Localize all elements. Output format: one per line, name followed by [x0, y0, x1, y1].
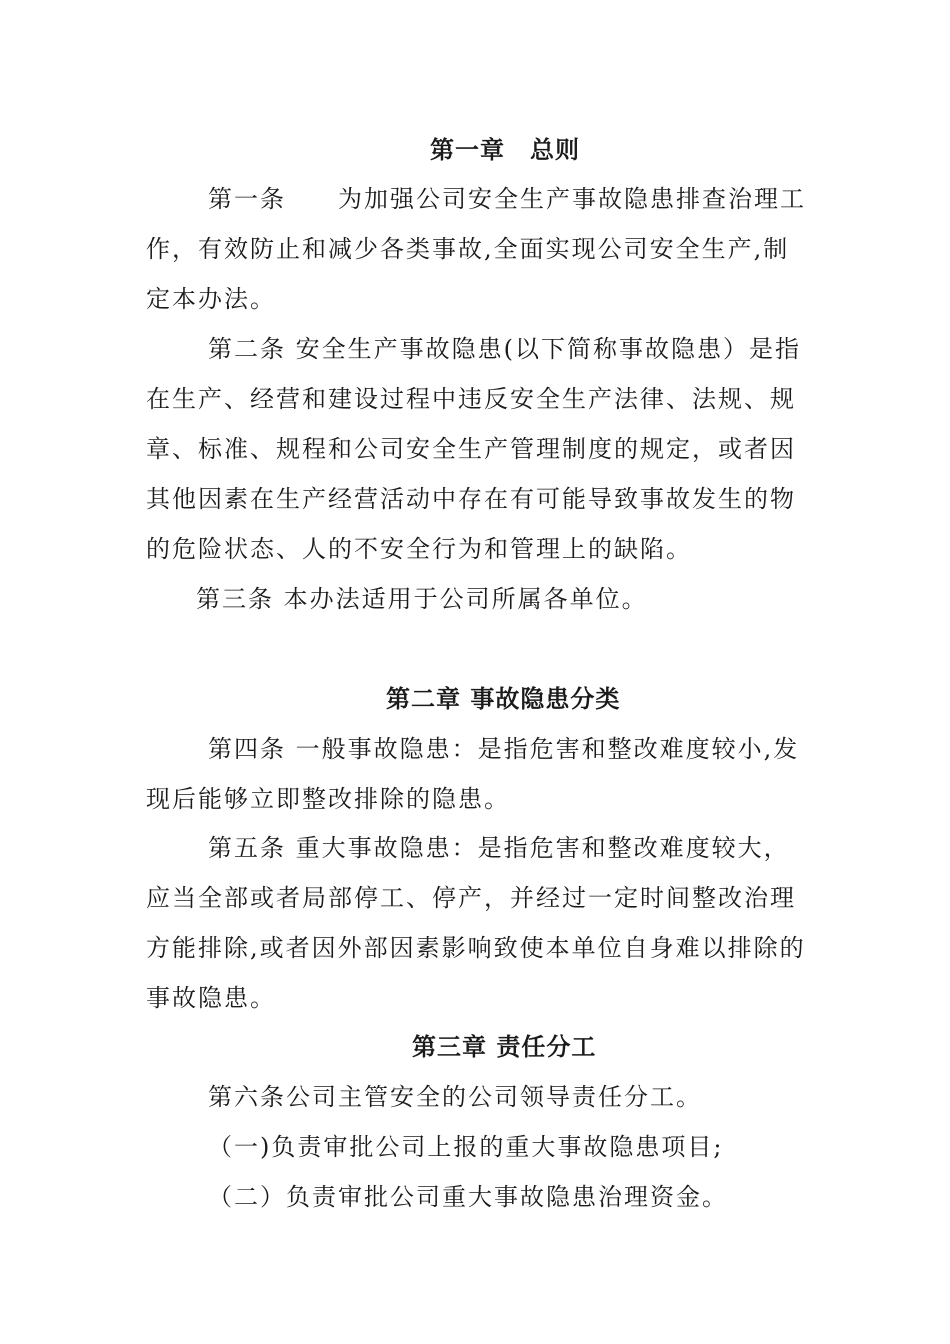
article-1-line-2: 作，有效防止和减少各类事故,全面实现公司安全生产,制 — [146, 235, 790, 263]
article-1-line-1: 第一条 为加强公司安全生产事故隐患排查治理工 — [208, 185, 806, 213]
chapter-1-title: 第一章 总则 — [430, 136, 580, 164]
article-3-line-1: 第三条 本办法适用于公司所属各单位。 — [196, 585, 648, 613]
article-4-line-1: 第四条 一般事故隐患：是指危害和整改难度较小,发 — [208, 735, 800, 763]
article-5-line-3: 方能排除,或者因外部因素影响致使本单位自身难以排除的 — [146, 934, 806, 962]
chapter-3-title: 第三章 责任分工 — [412, 1033, 597, 1061]
article-2-line-4: 其他因素在生产经营活动中存在有可能导致事故发生的物 — [146, 485, 796, 513]
article-5-line-2: 应当全部或者局部停工、停产，并经过一定时间整改治理 — [146, 884, 796, 912]
article-6-line-1: 第六条公司主管安全的公司领导责任分工。 — [208, 1083, 702, 1111]
article-2-line-5: 的危险状态、人的不安全行为和管理上的缺陷。 — [146, 535, 692, 563]
article-2-line-2: 在生产、经营和建设过程中违反安全生产法律、法规、规 — [146, 385, 796, 413]
article-4-line-2: 现后能够立即整改排除的隐患。 — [146, 785, 510, 813]
chapter-2-title: 第二章 事故隐患分类 — [386, 685, 621, 713]
article-1-line-3: 定本办法。 — [146, 285, 276, 313]
article-2-line-3: 章、标准、规程和公司安全生产管理制度的规定，或者因 — [146, 435, 796, 463]
article-2-line-1: 第二条 安全生产事故隐患(以下简称事故隐患）是指 — [208, 335, 801, 363]
article-5-line-4: 事故隐患。 — [146, 984, 276, 1012]
article-6-item-2: （二）负责审批公司重大事故隐患治理资金。 — [208, 1183, 728, 1211]
article-6-item-1: （一)负责审批公司上报的重大事故隐患项目; — [208, 1133, 724, 1161]
article-5-line-1: 第五条 重大事故隐患：是指危害和整改难度较大， — [208, 834, 790, 862]
